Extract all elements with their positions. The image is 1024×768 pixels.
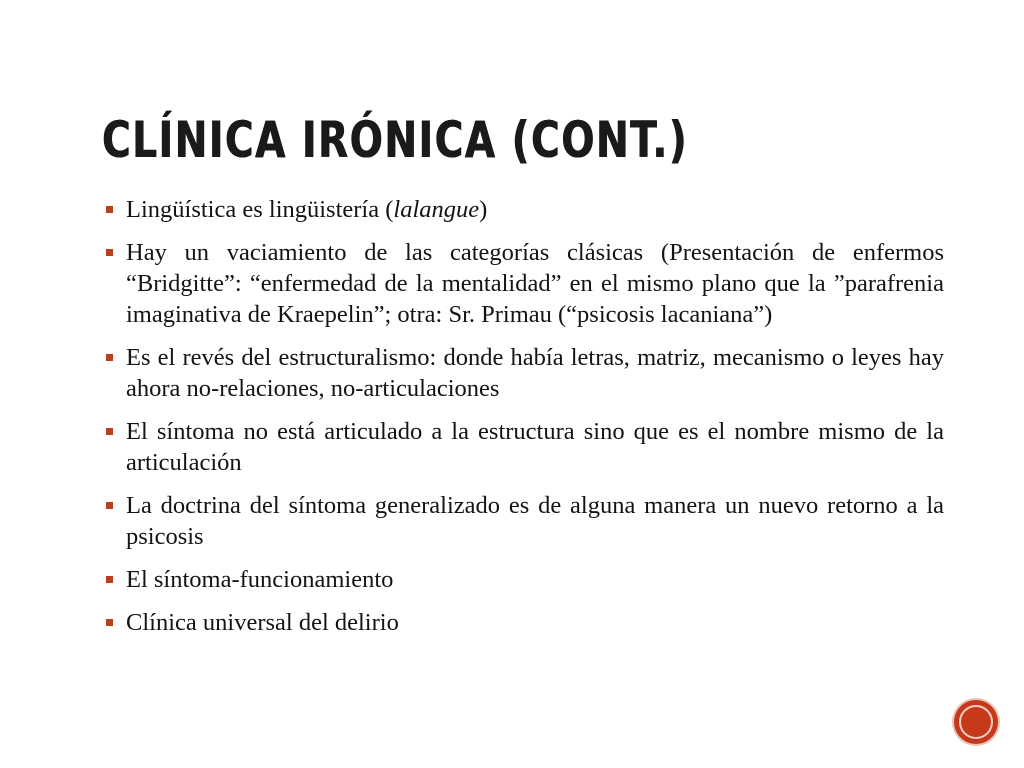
bullet-item bbox=[106, 607, 944, 638]
bullet-item bbox=[106, 194, 944, 225]
circle-nav-button-icon[interactable] bbox=[954, 700, 998, 744]
bullet-item bbox=[106, 564, 944, 595]
bullet-text: La doctrina del síntoma generalizado es de alguna manera un nuevo retorno a la psicosis bbox=[126, 492, 944, 550]
bullet-list bbox=[106, 194, 944, 650]
bullet-text: El síntoma-funcionamiento bbox=[126, 566, 394, 593]
square-bullet-icon bbox=[106, 428, 113, 435]
square-bullet-icon bbox=[106, 502, 113, 509]
square-bullet-icon bbox=[106, 249, 113, 256]
square-bullet-icon bbox=[106, 354, 113, 361]
nav-button-ring bbox=[959, 705, 993, 739]
square-bullet-icon bbox=[106, 206, 113, 213]
bullet-item bbox=[106, 490, 944, 552]
bullet-text: Hay un vaciamiento de las categorías clásicas (Presentación de enfermos “Bridgitte”: “enfermedad de la mentalidad” en el mismo plano que la ”parafrenia imaginativa de Kraepelin”; otra: Sr. Primau (“psicosis lacaniana”) bbox=[126, 239, 944, 328]
bullet-item bbox=[106, 342, 944, 404]
bullet-text: Lingüística es lingüistería (lalangue) bbox=[126, 196, 488, 223]
slide-title: CLÍNICA IRÓNICA (CONT.) bbox=[102, 111, 689, 169]
square-bullet-icon bbox=[106, 619, 113, 626]
bullet-item bbox=[106, 416, 944, 478]
bullet-text: Es el revés del estructuralismo: donde había letras, matriz, mecanismo o leyes hay ahora no-relaciones, no-articulaciones bbox=[126, 344, 944, 402]
bullet-text: Clínica universal del delirio bbox=[126, 609, 399, 636]
square-bullet-icon bbox=[106, 576, 113, 583]
bullet-item bbox=[106, 237, 944, 330]
bullet-text: El síntoma no está articulado a la estructura sino que es el nombre mismo de la articulación bbox=[126, 418, 944, 476]
bullet-italic-text: lalangue bbox=[393, 196, 480, 223]
